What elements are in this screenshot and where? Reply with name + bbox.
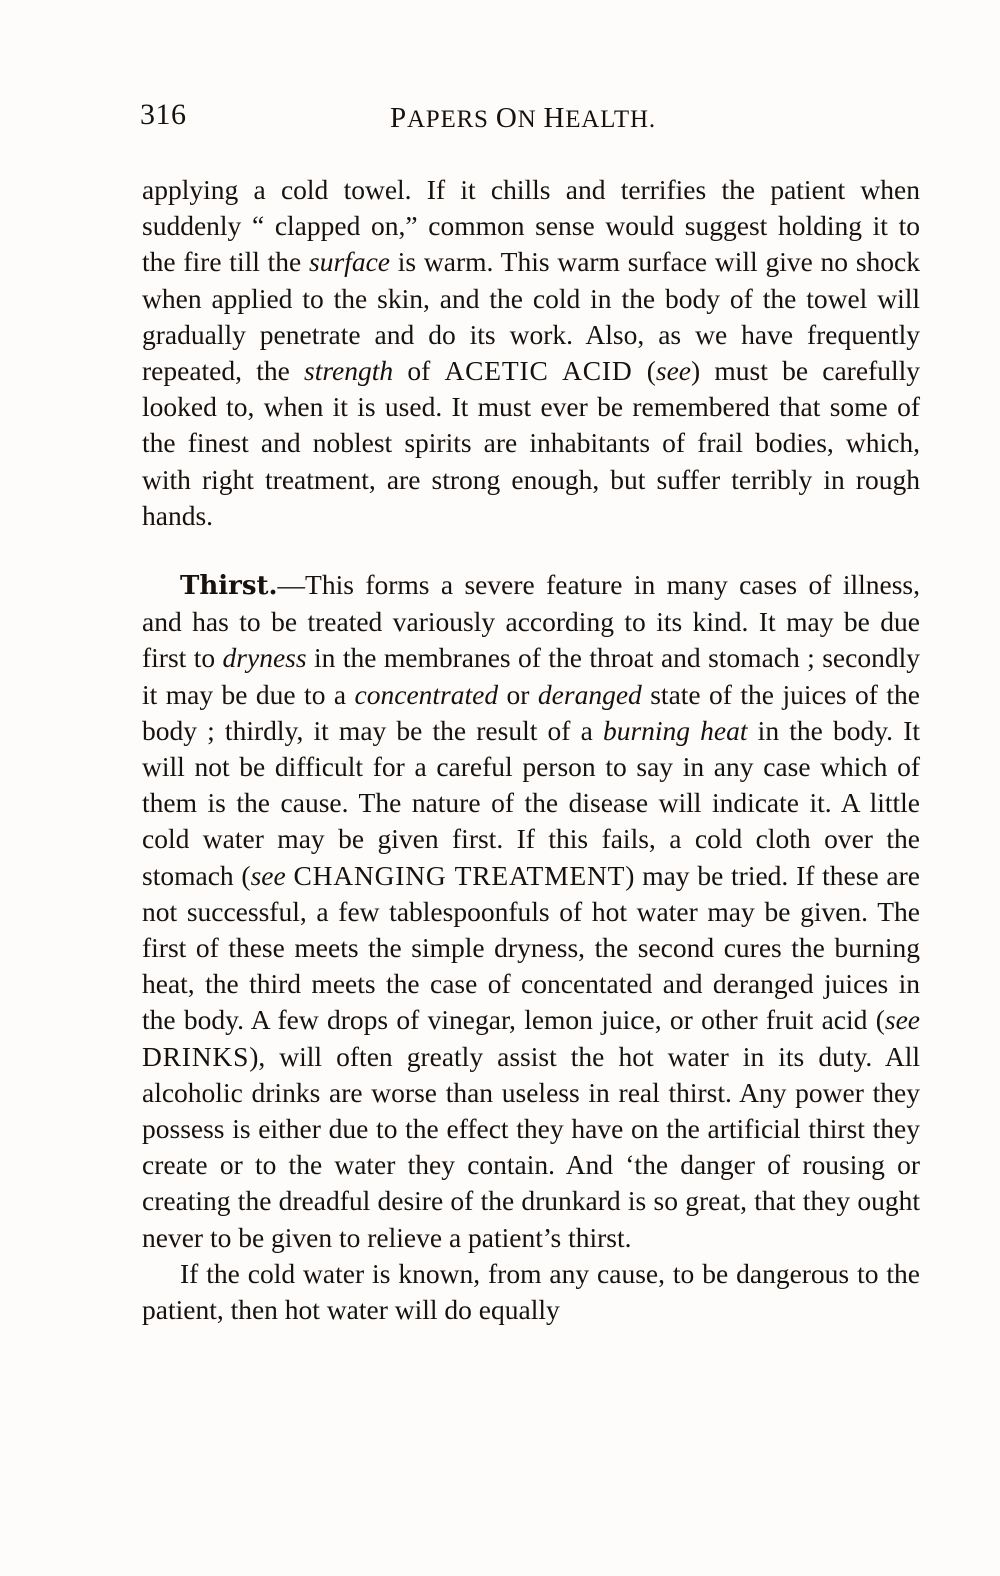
paragraph-1: applying a cold towel. If it chills and terrifies the patient when suddenly “ clapped on,” common sense would suggest holding it to the fire till the surface is warm. This warm surface will give no shock when applied to the skin, and the cold in the body of the towel will gradually penetrate and do its work. Also, as we have frequently repeated, the strength of ACETIC ACID (see) must be carefully looked to, when it is used. It must ever be remembered that some of the finest and noblest spirits are inhabitants of frail bodies, which, with right treatment, are strong enough, but suffer terribly in rough hands. — [142, 174, 920, 531]
small-caps-reference: ACETIC ACID — [444, 355, 633, 387]
paragraph-2-text: —This forms a severe feature in many cases of illness, and has to be treated variously according to its kind. It may be due first to dryness in the membranes of the throat and stomach ; secondly it may be due to a concentrated or deranged state of the juices of the body ; thirdly, it may be the result of a burning heat in the body. It will not be difficult for a careful person to say in any case which of them is the cause. The nature of the disease will indicate it. A little cold water may be given first. If this fails, a cold cloth over the stomach (see CHANGING TREATMENT) may be tried. If these are not successful, a few tablespoonfuls of hot water may be given. The first of these meets the simple dryness, the second cures the burning heat, the third meets the case of concentated and deranged juices in the body. A few drops of vinegar, lemon juice, or other fruit acid (see DRINKS), will often greatly assist the hot water in its duty. All alcoholic drinks are worse than useless in real thirst. Any power they possess is either due to the effect they have on the artificial thirst they create or to the water they contain. And ‘the danger of rousing or creating the dreadful desire of the drunkard is so great, that they ought never to be given to relieve a patient’s thirst. — [142, 569, 921, 1253]
italic-phrase: dryness — [222, 642, 307, 674]
italic-phrase: see — [250, 859, 286, 891]
page-body — [142, 172, 920, 1328]
running-head-h-cap: H — [543, 102, 566, 134]
running-head-h-rest: EALTH. — [565, 106, 656, 133]
italic-phrase: surface — [309, 246, 390, 278]
running-head-p-cap: P — [390, 102, 407, 134]
italic-phrase: strength — [304, 355, 394, 387]
italic-phrase: burning heat — [602, 714, 748, 746]
section-run-in-heading: Thirst. — [180, 571, 278, 602]
italic-phrase: see — [655, 355, 692, 387]
page-header — [140, 98, 920, 138]
small-caps-reference: CHANGING TREATMENT — [293, 859, 626, 891]
italic-phrase: concentrated — [354, 678, 499, 710]
paragraph-3: If the cold water is known, from any cause, to be dangerous to the patient, then hot water will do equally — [142, 1257, 920, 1326]
italic-phrase: see — [884, 1004, 920, 1036]
page-number: 316 — [140, 98, 187, 131]
paragraph-2 — [142, 567, 920, 1256]
italic-phrase: deranged — [537, 678, 642, 710]
running-head-on-cap: O — [495, 102, 518, 134]
running-head-on-rest: N — [517, 106, 537, 133]
running-head — [390, 102, 656, 135]
running-head-p-rest: APERS — [406, 106, 489, 133]
small-caps-reference: DRINKS — [142, 1040, 250, 1072]
